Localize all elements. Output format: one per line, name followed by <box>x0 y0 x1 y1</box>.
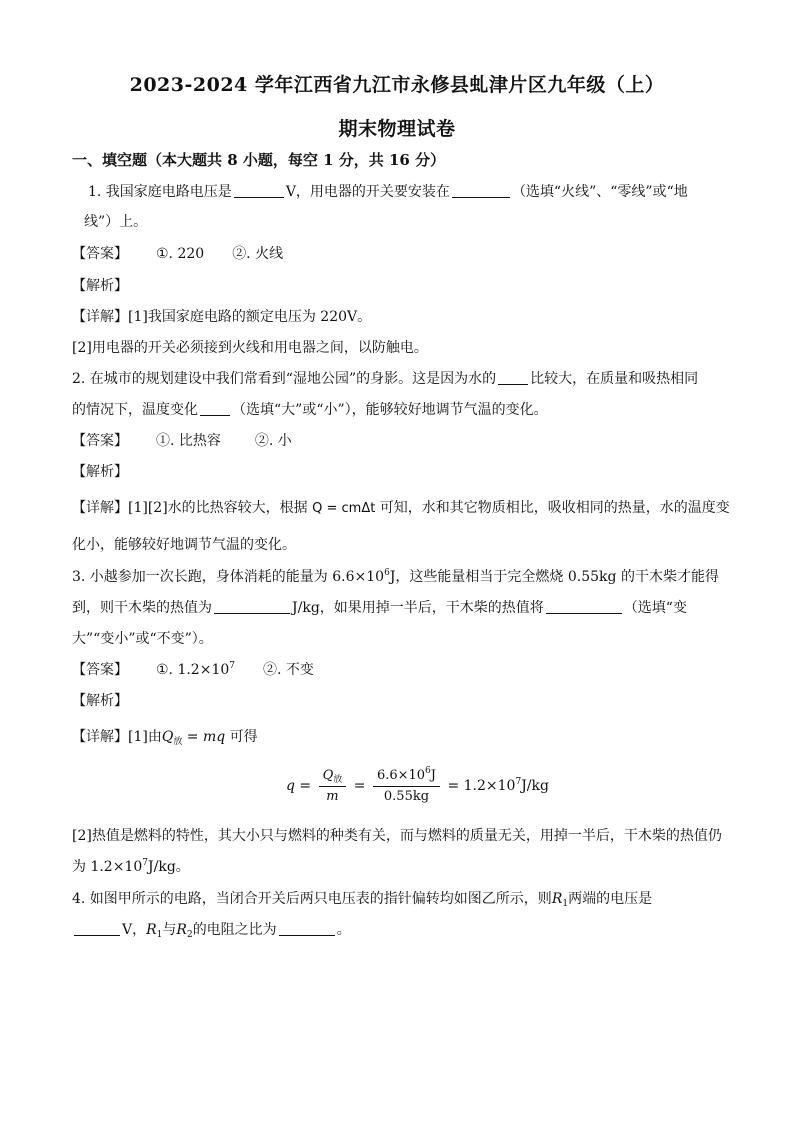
question-1-detail-1: 【详解】[1]我国家庭电路的额定电压为 220V。 <box>72 309 372 325</box>
answer-blank <box>234 183 284 198</box>
question-3-detail-3: 为 $1.2\times 10^7J/kg$。 <box>72 858 190 875</box>
question-3-detail-2: [2]热值是燃料的特性，其大小只与燃料的种类有关，而与燃料的质量无关，用掉一半后，干木柴的热值仍 <box>72 828 722 844</box>
question-2-detail-2: 化小，能够较好地调节气温的变化。 <box>72 537 296 553</box>
question-3-line3: 大”“变小”或“不变”）。 <box>72 631 213 647</box>
question-3-detail-1: 【详解】[1]由$Q_放$ = mq 可得 <box>72 729 258 747</box>
question-3-answer: 【答案】 ①. $1.2\times 10^7$ ②. 不变 <box>72 661 314 678</box>
question-1-detail-2: [2]用电器的开关必须接到火线和用电器之间，以防触电。 <box>72 340 428 356</box>
answer-blank <box>498 370 528 385</box>
formula-inline: Q = cmΔt <box>312 501 376 516</box>
answer-blank <box>546 599 622 614</box>
question-3-line2: 到，则干木柴的热值为 J/kg，如果用掉一半后，干木柴的热值将 （选填“变 <box>72 600 687 616</box>
question-1-line1: 1. 我国家庭电路电压是 V，用电器的开关要安装在 （选填“火线”、“零线”或“地 <box>88 184 688 200</box>
page-title-line1: 2023-2024 学年江西省九江市永修县虬津片区九年级（上） <box>129 74 665 96</box>
question-1-line2: 线”）上。 <box>84 214 148 230</box>
answer-blank <box>452 183 510 198</box>
answer-blank <box>74 921 120 936</box>
section-heading: 一、填空题（本大题共 8 小题，每空 1 分，共 16 分） <box>72 151 446 169</box>
question-4-line1: 4. 如图甲所示的电路，当闭合开关后两只电压表的指针偏转均如图乙所示，则$R_1$两端的电压是 <box>72 891 653 909</box>
question-2-detail-1: 【详解】[1][2]水的比热容较大，根据 Q = cmΔt 可知，水和其它物质相比，吸收相同的热量，水的温度变 <box>72 500 730 516</box>
question-1-answer: 【答案】 ①. 220 ②. 火线 <box>72 246 284 262</box>
answer-blank <box>214 599 290 614</box>
answer-blank <box>200 401 230 416</box>
page-title-line2: 期末物理试卷 <box>338 118 456 140</box>
question-3-analysis-label: 【解析】 <box>72 693 128 709</box>
question-1-analysis-label: 【解析】 <box>72 278 128 294</box>
question-2-analysis-label: 【解析】 <box>72 464 128 480</box>
question-4-line2: V，$R_1$与$R_2$的电阻之比为 。 <box>72 920 732 940</box>
fraction: $\frac{6.6\times 10^6J}{0.55kg}$ <box>373 768 440 805</box>
fraction: $\frac{Q_放}{m}$ <box>319 768 347 805</box>
heat-value-formula: q = $\frac{Q_放}{m}$ = $\frac{6.6\times 10^6J}{0.55kg}$ = $1.2\times 10^7J/kg$ <box>286 765 549 804</box>
question-2-answer: 【答案】 ①. 比热容 ②. 小 <box>72 433 292 449</box>
answer-blank <box>279 921 335 936</box>
question-2-line2: 的情况下，温度变化 （选填“大”或“小”），能够较好地调节气温的变化。 <box>72 402 548 418</box>
question-3-line1: 3. 小越参加一次长跑，身体消耗的能量为 $6.6\times 10^6J$，这些能量相当于完全燃烧 0.55kg 的干木柴才能得 <box>72 568 719 585</box>
question-2-line1: 2. 在城市的规划建设中我们常看到“湿地公园”的身影。这是因为水的 比较大，在质量和吸热相同 <box>72 371 699 387</box>
